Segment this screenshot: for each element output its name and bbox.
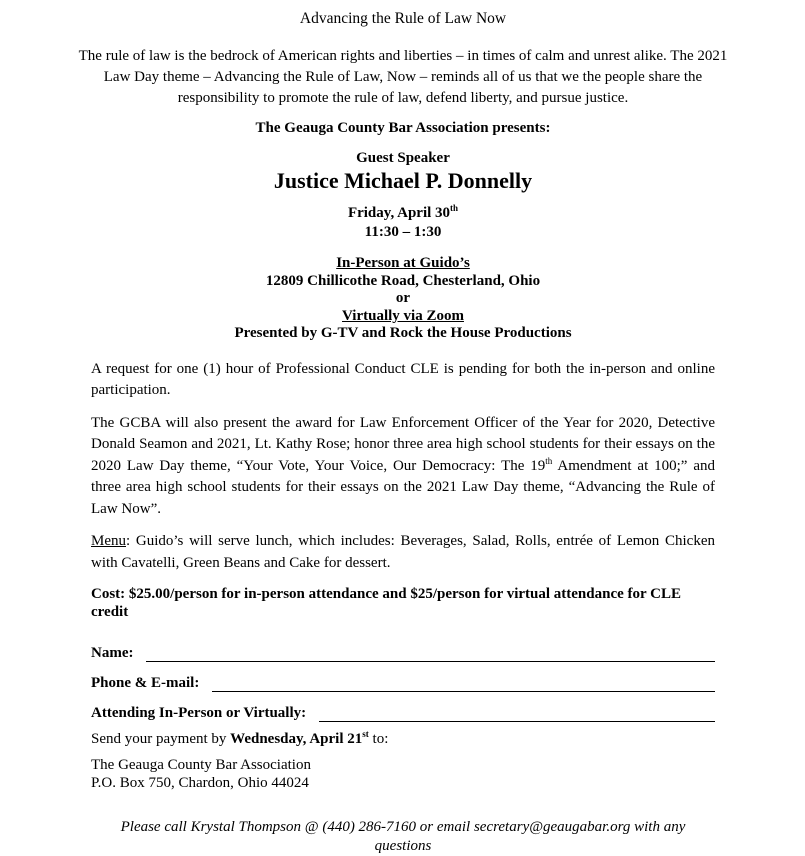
menu-label: Menu [91,533,126,549]
mailing-address-line-1: The Geauga County Bar Association [91,757,311,773]
presents-line: The Geauga County Bar Association presents: [255,120,551,136]
awards-ordinal: th [545,455,553,466]
mailing-address-line-2: P.O. Box 750, Chardon, Ohio 44024 [91,774,309,791]
virtual-heading: Virtually via Zoom [342,307,464,324]
attending-blank-line [319,705,715,722]
form-row-name [91,633,715,662]
presented-by-line: Presented by G-TV and Rock the House Productions [234,325,572,341]
cle-paragraph: A request for one (1) hour of Professional Conduct CLE is pending for both the in-person and online participation. [91,360,715,398]
in-person-heading: In-Person at Guido’s [336,255,470,271]
venue-address: 12809 Chillicothe Road, Chesterland, Ohio [265,272,541,289]
event-date-text: Friday, April 30 [347,205,451,221]
payment-prefix: Send your payment by [91,731,231,747]
payment-deadline: Wednesday, April 21 [230,731,363,747]
event-date-ordinal: th [450,203,459,213]
name-label: Name: [91,645,134,661]
awards-text-2: Amendment at 100;” and three area high school students for their essays on the 2021 Law Day theme, “Advancing the Rule of Law Now”. [91,457,715,517]
speaker-name: Justice Michael P. Donnelly [273,168,533,193]
page-title: Advancing the Rule of Law Now [299,10,507,27]
contact-note: Please call Krystal Thompson @ (440) 286-7160 or email secretary@geaugabar.org with any questions [120,819,686,854]
form-row-attending [91,693,715,722]
menu-paragraph [91,531,715,574]
event-time: 11:30 – 1:30 [364,224,442,240]
guest-speaker-label: Guest Speaker [356,150,450,166]
attending-label: Attending In-Person or Virtually: [91,705,307,721]
payment-line [91,729,715,749]
intro-paragraph: The rule of law is the bedrock of American rights and liberties – in times of calm and unrest alike. The 2021 Law Day theme – Advancing the Rule of Law, Now – reminds all of us that we the people share the responsibility to promote the rule of law, defend liberty, and pursue justice. [78,48,728,106]
awards-text-1: The GCBA will also present the award for Law Enforcement Officer of the Year for 2020, Detective Donald Seamon and 2021, Lt. Kathy Rose; honor three area high school students for their essays on the 2020 Law Day theme, “Your Vote, Your Voice, Our Democracy: The 19 [91,414,715,474]
awards-paragraph [91,413,715,521]
or-separator: or [395,290,411,306]
form-row-phone-email [91,663,715,692]
speaker-block [91,149,715,194]
datetime-block [91,204,715,242]
payment-deadline-ordinal: st [362,729,369,739]
location-block [91,255,715,343]
menu-text: : Guido’s will serve lunch, which includes: Beverages, Salad, Rolls, entrée of Lemon Chicken with Cavatelli, Green Beans and Cake for dessert. [91,533,715,571]
phone-email-label: Phone & E-mail: [91,675,200,691]
phone-email-blank-line [212,675,715,692]
cost-line: Cost: $25.00/person for in-person attendance and $25/person for virtual attendance for CLE credit [91,586,681,620]
name-blank-line [146,645,715,662]
mailing-address [91,757,715,792]
payment-suffix: to: [368,731,389,747]
event-date [91,204,715,223]
